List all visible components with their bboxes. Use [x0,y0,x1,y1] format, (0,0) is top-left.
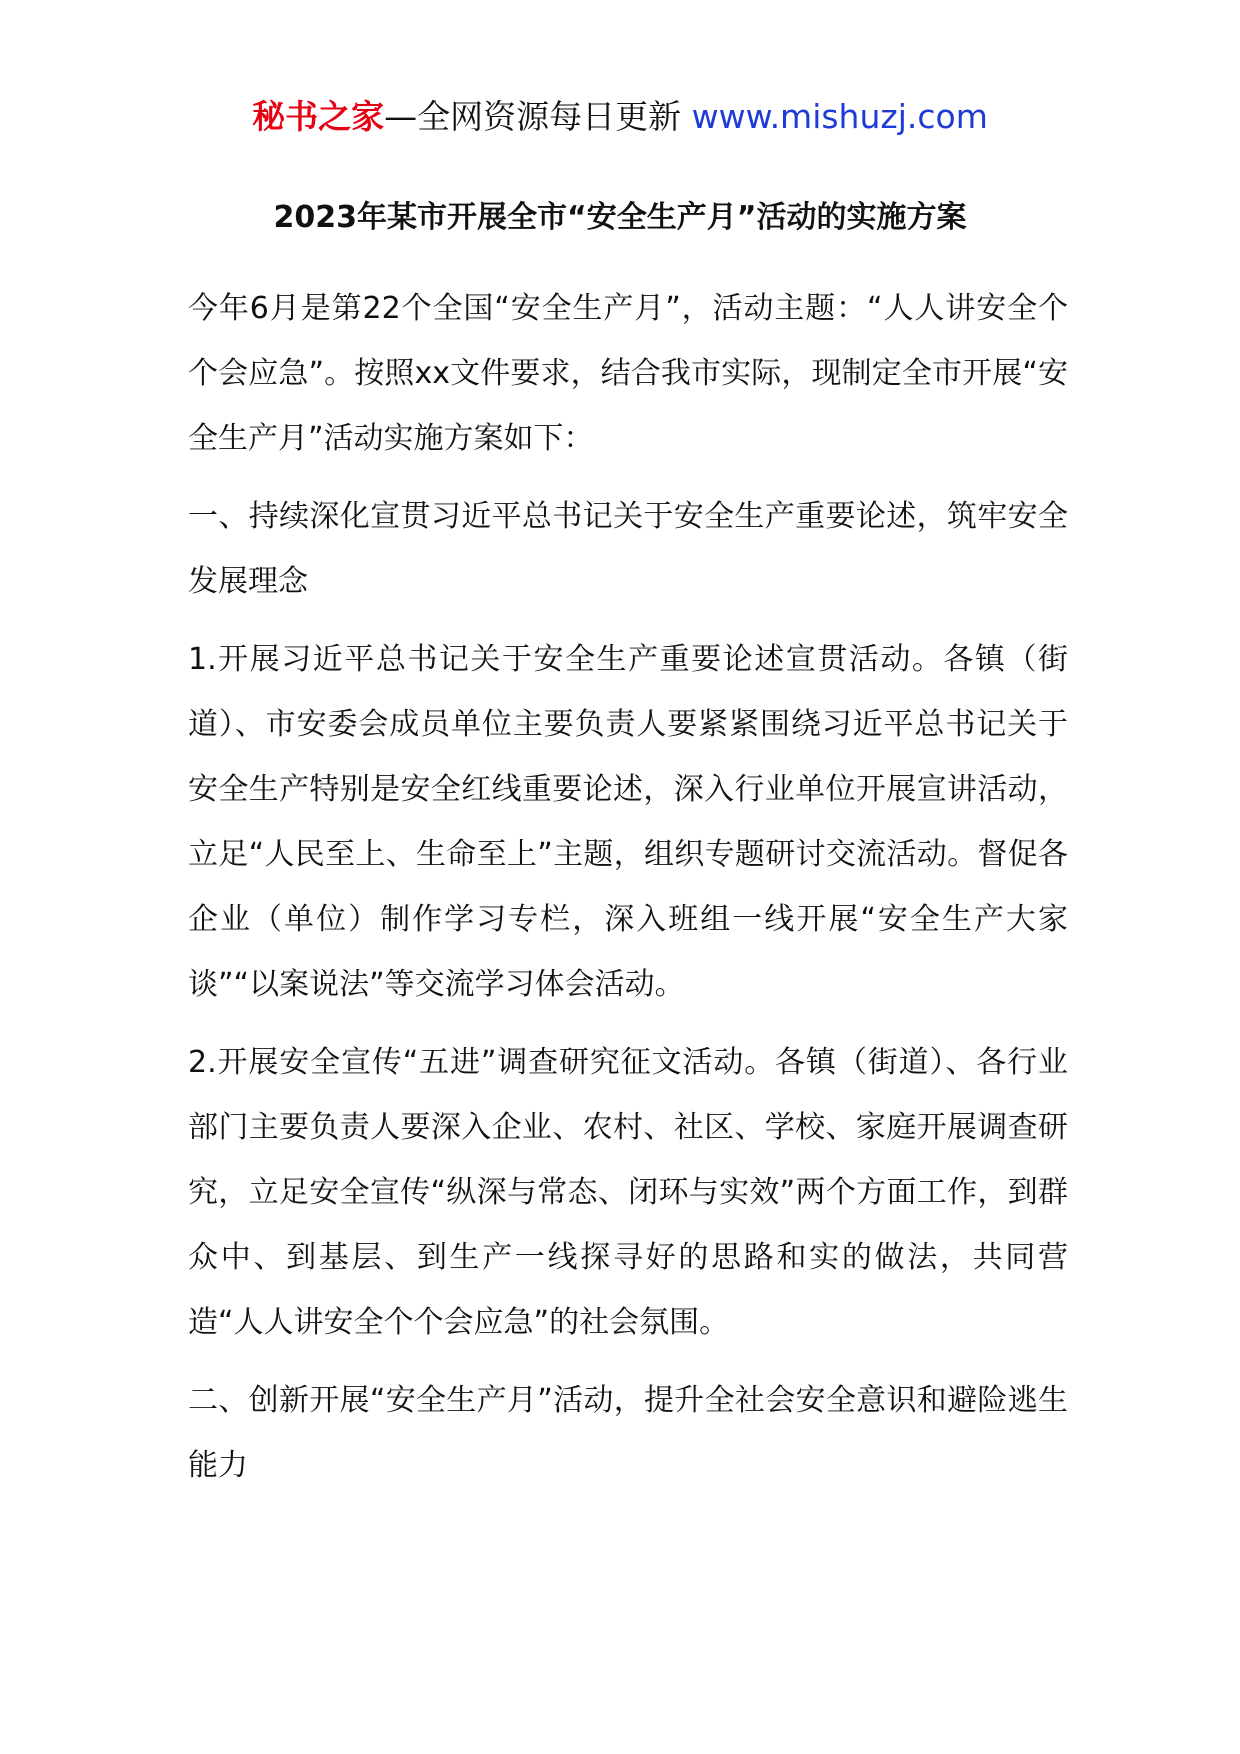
site-header [0,92,1240,142]
document-title: 2023年某市开展全市“安全生产月”活动的实施方案 [273,200,967,235]
header-slogan: —全网资源每日更新 [384,97,692,136]
section-heading-2: 二、创新开展“安全生产月”活动，提升全社会安全意识和避险逃生能力 [188,1383,1068,1483]
section-heading-1: 一、持续深化宣贯习近平总书记关于安全生产重要论述，筑牢安全发展理念 [188,499,1068,599]
item-paragraph-2: 2.开展安全宣传“五进”调查研究征文活动。各镇（街道）、各行业部门主要负责人要深入企业、农村、社区、学校、家庭开展调查研究，立足安全宣传“纵深与常态、闭环与实效”两个方面工作，到群众中、到基层、到生产一线探寻好的思路和实的做法，共同营造“人人讲安全个个会应急”的社会氛围。 [188,1045,1068,1340]
document-body [188,276,1068,1498]
brand-name: 秘书之家 [252,97,385,136]
site-url-link[interactable]: www.mishuzj.com [691,97,988,136]
item-paragraph-1: 1.开展习近平总书记关于安全生产重要论述宣贯活动。各镇（街道）、市安委会成员单位主要负责人要紧紧围绕习近平总书记关于安全生产特别是安全红线重要论述，深入行业单位开展宣讲活动，立足“人民至上、生命至上”主题，组织专题研讨交流活动。督促各企业（单位）制作学习专栏，深入班组一线开展“安全生产大家谈”“以案说法”等交流学习体会活动。 [188,642,1068,1002]
intro-paragraph: 今年6月是第22个全国“安全生产月”，活动主题：“人人讲安全个个会应急”。按照xx文件要求，结合我市实际，现制定全市开展“安全生产月”活动实施方案如下： [188,291,1068,456]
